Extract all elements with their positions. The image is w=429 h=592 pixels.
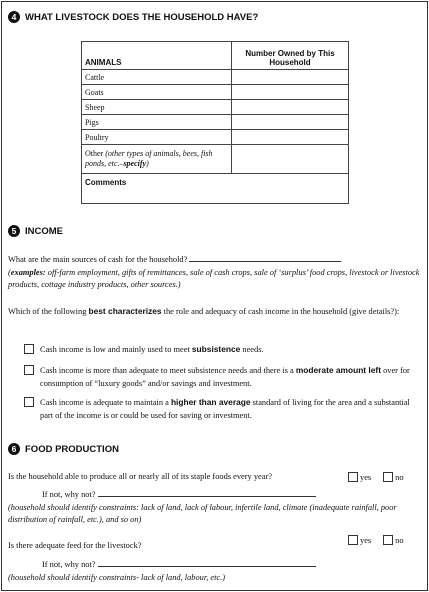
income-option-2-checkbox[interactable]: [24, 365, 34, 375]
section-number-4: 4: [8, 11, 20, 23]
livestock-table: [81, 41, 349, 204]
staple-food-why-not-blank[interactable]: [98, 489, 316, 497]
income-sources-blank[interactable]: [189, 254, 341, 262]
comments-box[interactable]: Comments: [82, 174, 349, 204]
income-option-3-checkbox[interactable]: [24, 397, 34, 407]
cell-cattle[interactable]: [232, 70, 349, 85]
income-adequacy-question: Which of the following best characterizes the role and adequacy of cash income in the household (give details?):: [8, 306, 400, 316]
livestock-feed-answer: yes no: [348, 535, 404, 545]
staple-food-answer: yes no: [348, 472, 404, 482]
livestock-feed-why-not-blank[interactable]: [98, 559, 316, 567]
col-header-animals: ANIMALS: [82, 42, 232, 70]
staple-food-why-not: If not, why not?: [42, 489, 316, 502]
staple-food-yes-checkbox[interactable]: [348, 472, 358, 482]
section-6-title: FOOD PRODUCTION: [25, 443, 119, 455]
staple-food-note: (household should identify constraints: lack of land, lack of labour, infertile land, climate (inadequate rainfall, poor distribution of rainfall, etc.), and so on): [8, 503, 397, 524]
section-4-heading: [8, 11, 258, 23]
income-option-2: Cash income is more than adequate to meet subsistence needs and there is a moderate amount left over for consumption of “luxury goods” and/or savings and investment.: [24, 364, 420, 390]
col-header-owned: Number Owned by This Household: [232, 42, 349, 70]
income-option-1: Cash income is low and mainly used to meet subsistence needs.: [24, 343, 420, 357]
livestock-feed-note: (household should identify constraints- lack of land, labour, etc.): [8, 573, 226, 582]
income-option-3: Cash income is adequate to maintain a higher than average standard of living for the area and a substantial part of the income is or could be used for saving or investment.: [24, 396, 420, 422]
cell-pigs[interactable]: [232, 115, 349, 130]
section-number-5: 5: [8, 225, 20, 237]
livestock-feed-question: Is there adequate feed for the livestock?: [8, 541, 142, 550]
income-option-1-checkbox[interactable]: [24, 344, 34, 354]
livestock-feed-yes-checkbox[interactable]: [348, 535, 358, 545]
livestock-feed-no-checkbox[interactable]: [383, 535, 393, 545]
cell-goats[interactable]: [232, 85, 349, 100]
section-5-title: INCOME: [25, 225, 63, 237]
staple-food-question: Is the household able to produce all or nearly all of its staple foods every year?: [8, 472, 272, 481]
cell-poultry[interactable]: [232, 130, 349, 145]
section-4-title: WHAT LIVESTOCK DOES THE HOUSEHOLD HAVE?: [25, 11, 259, 23]
section-5-heading: [8, 225, 63, 237]
row-label-pigs: Pigs: [82, 115, 232, 130]
section-6-heading: [8, 443, 119, 455]
livestock-feed-why-not: If not, why not?: [42, 559, 316, 572]
income-sources-question: What are the main sources of cash for the household? (examples: off-farm employment, gifts of remittances, sale of cash crops, sale of ‘surplus’ food crops, livestock or livestock products, cottage industry products, other sources.): [8, 255, 420, 289]
row-label-sheep: Sheep: [82, 100, 232, 115]
row-label-goats: Goats: [82, 85, 232, 100]
staple-food-no-checkbox[interactable]: [383, 472, 393, 482]
section-number-6: 6: [8, 443, 20, 455]
cell-other[interactable]: [232, 145, 349, 174]
row-label-cattle: Cattle: [82, 70, 232, 85]
cell-sheep[interactable]: [232, 100, 349, 115]
row-label-other: Other (other types of animals, bees, fish ponds, etc.–specify): [82, 145, 232, 174]
row-label-poultry: Poultry: [82, 130, 232, 145]
